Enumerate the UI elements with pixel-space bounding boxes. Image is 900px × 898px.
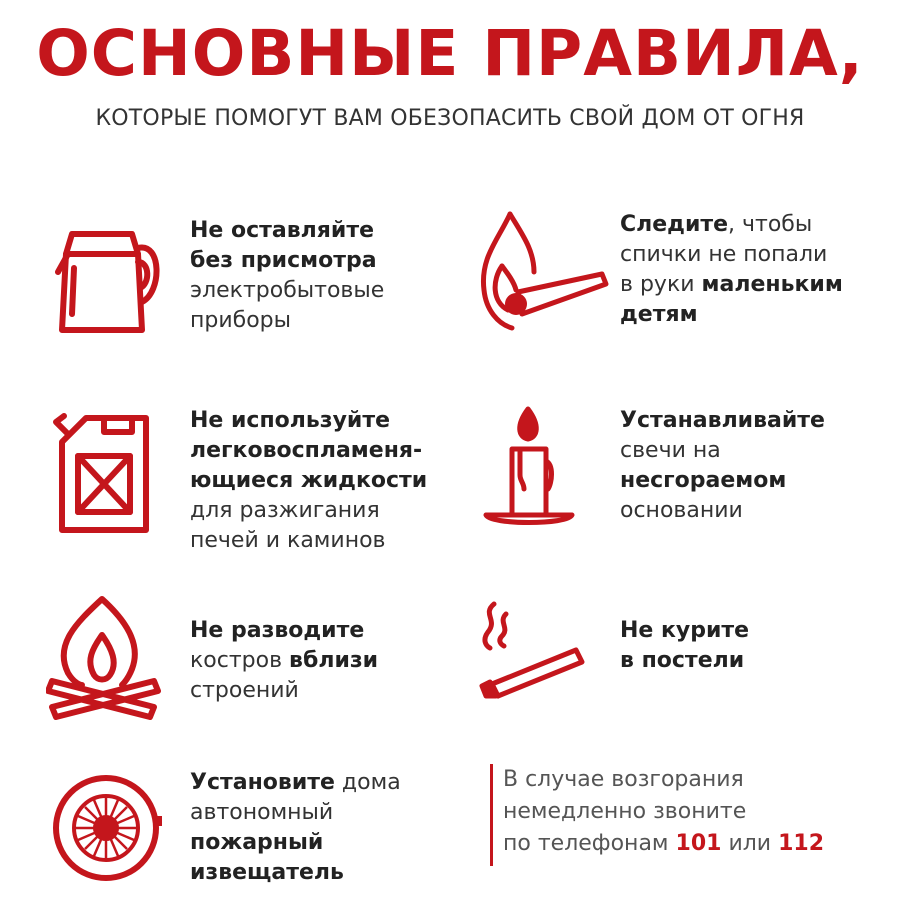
rule-canister: Не используйте легковоспламеня- ющиеся жидкости для разжигания печей и каминов <box>190 408 428 553</box>
kettle-icon <box>50 222 170 342</box>
rule-kettle: Не оставляйте без присмотра электробытовые приборы <box>190 218 385 333</box>
call-line-3: по телефонам 101 или 112 <box>503 831 825 856</box>
phone-112: 112 <box>778 831 825 856</box>
smoke-detector-icon <box>50 772 165 887</box>
emergency-call-note <box>490 764 824 866</box>
call-line-2: немедленно звоните <box>503 799 747 824</box>
call-line-1: В случае возгорания <box>503 767 744 792</box>
jerrycan-icon <box>50 412 160 537</box>
rule-smoking: Не курите в постели <box>620 618 750 673</box>
cigarette-icon <box>478 600 588 700</box>
candle-icon <box>482 405 577 535</box>
rule-candle: Устанавливайте свечи на несгораемом основании <box>620 408 825 523</box>
page-title: ОСНОВНЫЕ ПРАВИЛА, <box>36 17 864 90</box>
campfire-icon <box>46 595 161 720</box>
match-icon <box>478 210 613 335</box>
rule-campfire: Не разводите костров вблизи строений <box>190 618 379 703</box>
rule-detector: Установите дома автономный пожарный извещатель <box>190 770 401 885</box>
phone-101: 101 <box>675 831 722 856</box>
rule-matches: Следите, чтобы спички не попали в руки маленьким детям <box>620 212 843 327</box>
page-subtitle: КОТОРЫЕ ПОМОГУТ ВАМ ОБЕЗОПАСИТЬ СВОЙ ДОМ ОТ ОГНЯ <box>95 106 805 131</box>
